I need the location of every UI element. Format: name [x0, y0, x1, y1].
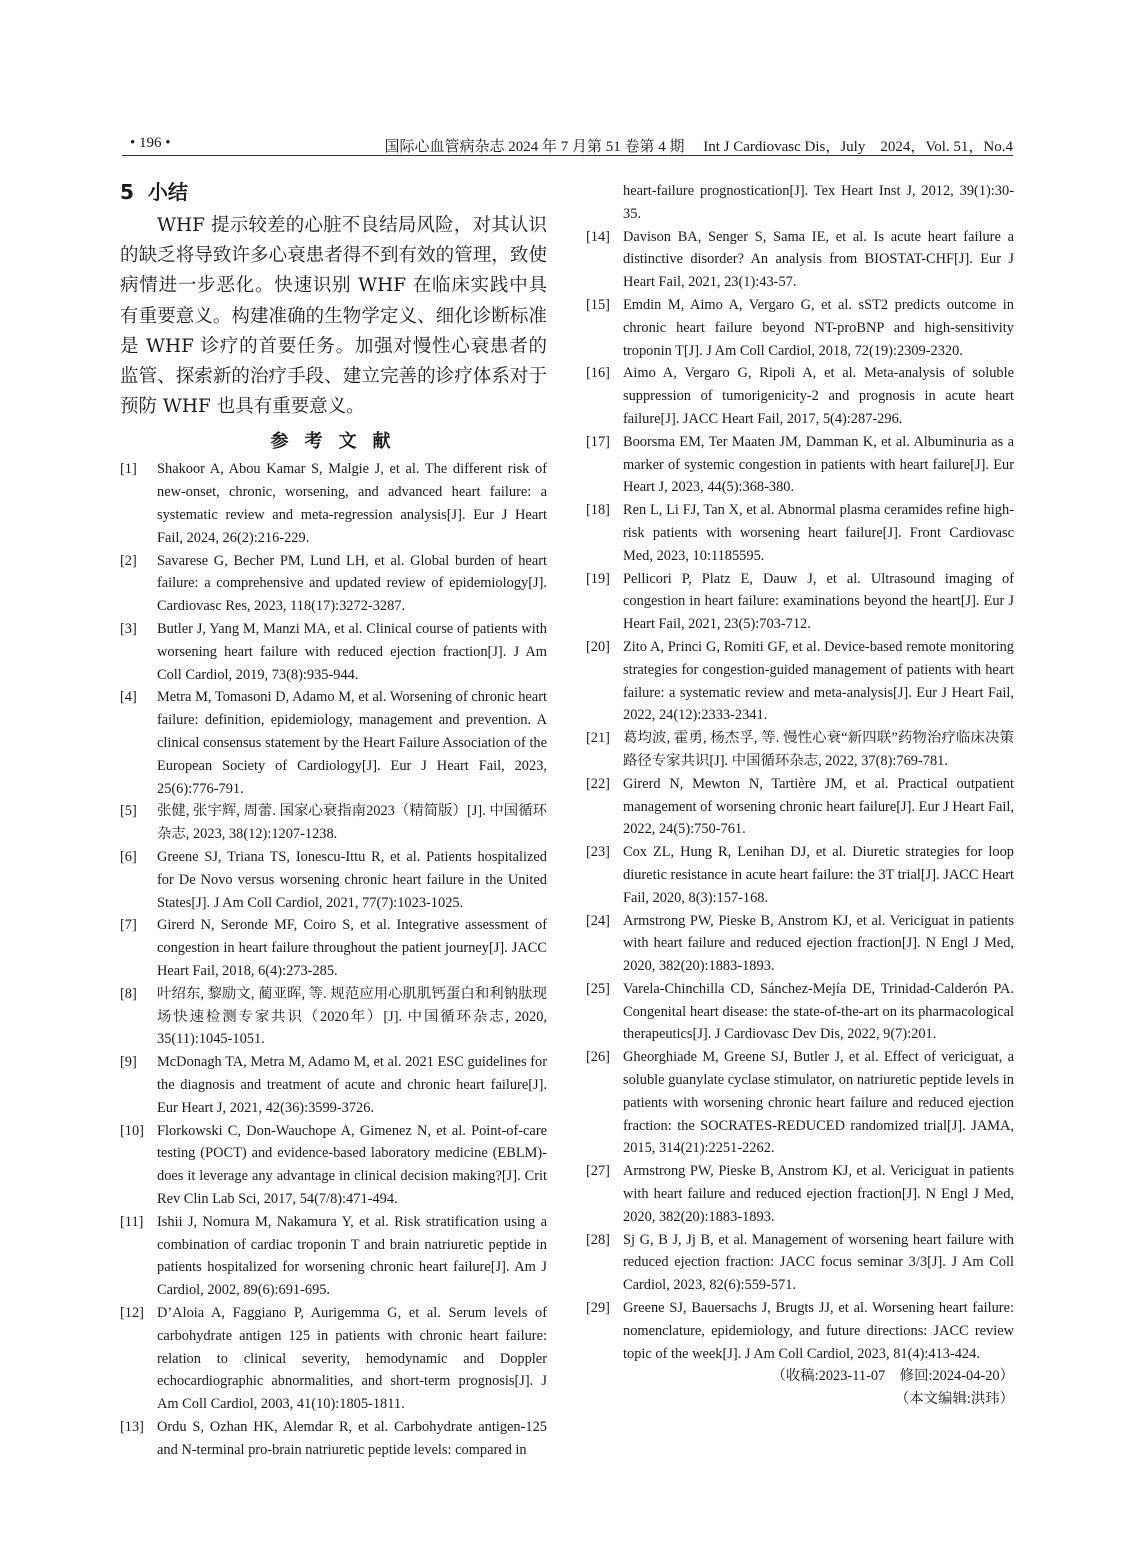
- running-header: [122, 133, 1013, 157]
- reference-number: [27]: [586, 1163, 610, 1180]
- right-column: [586, 180, 1014, 1411]
- reference-item: [120, 618, 547, 686]
- reference-item: [586, 226, 1014, 294]
- reference-text: Pellicori P, Platz E, Dauw J, et al. Ultrasound imaging of congestion in heart failure: examinations beyond the heart[J]. Eur J Heart Fail, 2021, 23(5):703-712.: [623, 570, 1014, 633]
- reference-text: Ordu S, Ozhan HK, Alemdar R, et al. Carbohydrate antigen-125 and N-terminal pro-brain natriuretic peptide levels: compared in: [157, 1418, 547, 1458]
- reference-number: [13]: [120, 1418, 144, 1435]
- reference-text: Metra M, Tomasoni D, Adamo M, et al. Worsening of chronic heart failure: definition, epidemiology, management and prevention. A clinical consensus statement by the Heart Failure Association of the European Society of Cardiology[J]. Eur J Heart Fail, 2023, 25(6):776-791.: [157, 689, 547, 797]
- reference-number: [25]: [586, 980, 610, 997]
- reference-text: 张健, 张宇辉, 周蕾. 国家心衰指南2023（精简版）[J]. 中国循环杂志, 2023, 38(12):1207-1238.: [157, 803, 547, 843]
- reference-item: [120, 458, 547, 549]
- reference-number: [22]: [586, 775, 610, 792]
- reference-text: Armstrong PW, Pieske B, Anstrom KJ, et al. Vericiguat in patients with heart failure and reduced ejection fraction[J]. N Engl J Med, 2020, 382(20):1883-1893.: [623, 912, 1014, 975]
- reference-item: [120, 1416, 547, 1462]
- reference-item: [586, 431, 1014, 499]
- reference-item: [586, 1046, 1014, 1160]
- reference-item: [586, 978, 1014, 1046]
- reference-text: 葛均波, 霍勇, 杨杰孚, 等. 慢性心衰“新四联”药物治疗临床决策路径专家共识[J]. 中国循环杂志, 2022, 37(8):769-781.: [623, 730, 1014, 769]
- reference-item: [120, 1120, 547, 1211]
- reference-continuation: heart-failure prognostication[J]. Tex Heart Inst J, 2012, 39(1):30-35.: [623, 183, 1014, 222]
- reference-text: 叶绍东, 黎励文, 蔺亚晖, 等. 规范应用心肌肌钙蛋白和利钠肽现场快速检测专家共识（2020年）[J]. 中国循环杂志, 2020, 35(11):1045-1051.: [157, 985, 547, 1048]
- page-number: • 196 •: [130, 135, 171, 151]
- reference-number: [14]: [586, 228, 610, 245]
- reference-text: Emdin M, Aimo A, Vergaro G, et al. sST2 predicts outcome in chronic heart failure beyond NT-proBNP and high-sensitivity troponin T[J]. J Am Coll Cardiol, 2018, 72(19):2309-2320.: [623, 296, 1014, 359]
- reference-text: Greene SJ, Bauersachs J, Brugts JJ, et al. Worsening heart failure: nomenclature, epidemiology, and future directions: JACC review topic of the week[J]. J Am Coll Cardiol, 2023, 81(4):413-424.: [623, 1300, 1014, 1362]
- reference-text: Butler J, Yang M, Manzi MA, et al. Clinical course of patients with worsening heart failure with reduced ejection fraction[J]. J Am Coll Cardiol, 2019, 73(8):935-944.: [157, 621, 547, 683]
- references-title: 参考文献: [270, 431, 407, 453]
- reference-text: Girerd N, Mewton N, Tartière JM, et al. Practical outpatient management of worsening chronic heart failure[J]. Eur J Heart Fail, 2022, 24(5):750-761.: [623, 775, 1014, 838]
- reference-text: Florkowski C, Don-Wauchope A, Gimenez N, et al. Point-of-care testing (POCT) and evidence-based laboratory medicine (EBLM)-does it leverage any advantage in clinical decision making?[J]. Crit Rev Clin Lab Sci, 2017, 54(7/8):471-494.: [157, 1122, 547, 1207]
- editor-note: （本文编辑:洪玮）: [894, 1391, 1014, 1408]
- reference-item: [586, 910, 1014, 978]
- reference-number: [16]: [586, 365, 610, 382]
- reference-number: [1]: [120, 461, 137, 478]
- reference-number: [18]: [586, 502, 610, 519]
- reference-text: Girerd N, Seronde MF, Coiro S, et al. Integrative assessment of congestion in heart failure throughout the patient journey[J]. JACC Heart Fail, 2018, 6(4):273-285.: [157, 917, 547, 979]
- reference-item: [586, 499, 1014, 567]
- reference-number: [19]: [586, 570, 610, 587]
- reference-number: [4]: [120, 689, 137, 706]
- summary-paragraph: WHF 提示较差的心脏不良结局风险，对其认识的缺乏将导致许多心衰患者得不到有效的管理，致使病情进一步恶化。快速识别 WHF 在临床实践中具有重要意义。构建准确的生物学定义、细化诊断标准是 WHF 诊疗的首要任务。加强对慢性心衰患者的监管、探索新的治疗手段、建立完善的诊疗体系对于预防 WHF 也具有重要意义。: [120, 215, 547, 418]
- reference-item: [120, 1051, 547, 1119]
- reference-text: Armstrong PW, Pieske B, Anstrom KJ, et al. Vericiguat in patients with heart failure and reduced ejection fraction[J]. N Engl J Med, 2020, 382(20):1883-1893.: [623, 1163, 1014, 1225]
- reference-number: [23]: [586, 844, 610, 861]
- reference-list-right: [586, 226, 1014, 1366]
- received-dates: （收稿:2023-11-07 修回:2024-04-20）: [771, 1368, 1014, 1385]
- reference-number: [21]: [586, 730, 610, 747]
- reference-number: [20]: [586, 638, 610, 655]
- reference-number: [12]: [120, 1304, 144, 1321]
- section-title: 小结: [147, 180, 188, 204]
- reference-text: D’Aloia A, Faggiano P, Aurigemma G, et al. Serum levels of carbohydrate antigen 125 in patients with chronic heart failure: relation to clinical severity, hemodynamic and Doppler echocardiographic abnormalities, and short-term prognosis[J]. J Am Coll Cardiol, 2003, 41(10):1805-1811.: [157, 1304, 547, 1413]
- reference-list-left: [120, 458, 547, 1461]
- reference-item: [586, 568, 1014, 636]
- reference-item: [120, 846, 547, 914]
- journal-citation: 国际心血管病杂志 2024 年 7 月第 51 卷第 4 期 Int J Cardiovasc Dis，July 2024，Vol. 51，No.4: [384, 139, 1013, 155]
- reference-text: Shakoor A, Abou Kamar S, Malgie J, et al. The different risk of new-onset, chronic, worsening, and advanced heart failure: a systematic review and meta-regression analysis[J]. Eur J Heart Fail, 2024, 26(2):216-229.: [157, 461, 547, 546]
- reference-item: [120, 1302, 547, 1416]
- reference-number: [29]: [586, 1300, 610, 1317]
- reference-text: Greene SJ, Triana TS, Ionescu-Ittu R, et al. Patients hospitalized for De Novo versus worsening chronic heart failure in the United States[J]. J Am Coll Cardiol, 2021, 77(7):1023-1025.: [157, 848, 547, 911]
- section-heading: [120, 178, 547, 206]
- reference-number: [6]: [120, 848, 137, 865]
- reference-text: Ishii J, Nomura M, Nakamura Y, et al. Risk stratification using a combination of cardiac troponin T and brain natriuretic peptide in patients hospitalized for worsening chronic heart failure[J]. Am J Cardiol, 2002, 89(6):691-695.: [157, 1213, 547, 1299]
- reference-item: [586, 727, 1014, 773]
- reference-number: [28]: [586, 1231, 610, 1248]
- reference-number: [3]: [120, 621, 137, 637]
- reference-text: Gheorghiade M, Greene SJ, Butler J, et al. Effect of vericiguat, a soluble guanylate cyclase stimulator, on natriuretic peptide levels in patients with worsening chronic heart failure and reduced ejection fraction: the SOCRATES-REDUCED randomized trial[J]. JAMA, 2015, 314(21):2251-2262.: [623, 1049, 1014, 1157]
- reference-item: [586, 773, 1014, 841]
- reference-item: [586, 636, 1014, 727]
- reference-number: [8]: [120, 985, 137, 1002]
- reference-item: [586, 1297, 1014, 1365]
- reference-item: [586, 841, 1014, 909]
- reference-number: [9]: [120, 1054, 137, 1071]
- reference-item: [586, 1229, 1014, 1297]
- reference-item: [586, 362, 1014, 430]
- reference-number: [24]: [586, 912, 610, 929]
- reference-number: [10]: [120, 1122, 144, 1139]
- reference-text: Davison BA, Senger S, Sama IE, et al. Is acute heart failure a distinctive disorder? An analysis from BIOSTAT-CHF[J]. Eur J Heart Fail, 2021, 23(1):43-57.: [623, 228, 1014, 291]
- reference-item: [586, 1160, 1014, 1228]
- section-number: 5: [120, 180, 134, 204]
- reference-text: Savarese G, Becher PM, Lund LH, et al. Global burden of heart failure: a comprehensive and updated review of epidemiology[J]. Cardiovasc Res, 2023, 118(17):3272-3287.: [157, 552, 547, 615]
- reference-item: [120, 983, 547, 1051]
- reference-item: [120, 800, 547, 846]
- reference-number: [7]: [120, 917, 137, 934]
- reference-number: [26]: [586, 1049, 610, 1066]
- reference-text: Boorsma EM, Ter Maaten JM, Damman K, et al. Albuminuria as a marker of systemic congestion in patients with heart failure[J]. Eur Heart J, 2023, 44(5):368-380.: [623, 433, 1014, 496]
- reference-item: [120, 550, 547, 618]
- reference-item: [120, 686, 547, 800]
- reference-text: Ren L, Li FJ, Tan X, et al. Abnormal plasma ceramides refine high-risk patients with worsening heart failure[J]. Front Cardiovasc Med, 2023, 10:1185595.: [623, 502, 1014, 564]
- left-column: [120, 178, 547, 1461]
- reference-text: Zito A, Princi G, Romiti GF, et al. Device-based remote monitoring strategies for congestion-guided management of patients with heart failure: a systematic review and meta-analysis[J]. Eur J Heart Fail, 2022, 24(12):2333-2341.: [623, 638, 1014, 724]
- reference-number: [11]: [120, 1213, 144, 1230]
- reference-item: [120, 1211, 547, 1302]
- reference-text: Cox ZL, Hung R, Lenihan DJ, et al. Diuretic strategies for loop diuretic resistance in acute heart failure: the 3T trial[J]. JACC Heart Fail, 2020, 8(3):157-168.: [623, 844, 1014, 906]
- reference-number: [15]: [586, 296, 610, 313]
- reference-item: [586, 294, 1014, 362]
- reference-number: [5]: [120, 803, 137, 820]
- reference-item: [120, 914, 547, 982]
- reference-text: McDonagh TA, Metra M, Adamo M, et al. 2021 ESC guidelines for the diagnosis and treatment of acute and chronic heart failure[J]. Eur Heart J, 2021, 42(36):3599-3726.: [157, 1054, 547, 1116]
- reference-number: [2]: [120, 552, 137, 569]
- reference-number: [17]: [586, 433, 610, 450]
- reference-text: Aimo A, Vergaro G, Ripoli A, et al. Meta-analysis of soluble suppression of tumorigenicity-2 and prognosis in acute heart failure[J]. JACC Heart Fail, 2017, 5(4):287-296.: [623, 365, 1014, 427]
- reference-text: Varela-Chinchilla CD, Sánchez-Mejía DE, Trinidad-Calderón PA. Congenital heart disease: the state-of-the-art on its pharmacological therapeutics[J]. J Cardiovasc Dev Dis, 2022, 9(7):201.: [623, 980, 1014, 1043]
- header-rule: [122, 155, 1013, 156]
- reference-text: Sj G, B J, Jj B, et al. Management of worsening heart failure with reduced ejection fraction: JACC focus seminar 3/3[J]. J Am Coll Cardiol, 2023, 82(6):559-571.: [623, 1231, 1014, 1294]
